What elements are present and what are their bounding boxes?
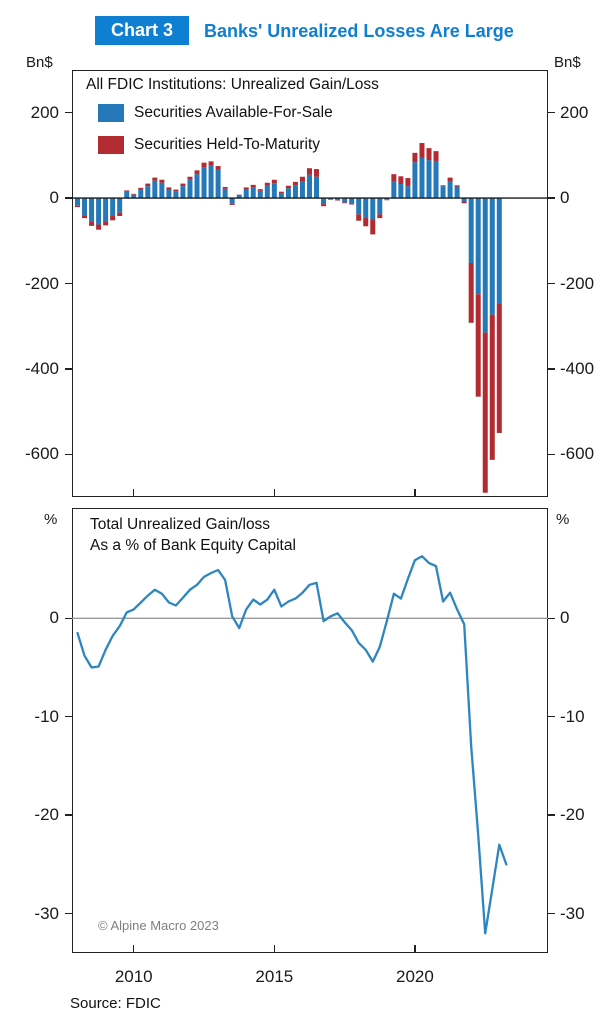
afs-bar [258,191,263,198]
y-tick-label-right: -10 [560,706,585,726]
y-tick-label-right: -200 [560,273,595,293]
afs-bar [300,181,305,198]
y-tick-mark [548,283,555,285]
afs-bar [356,198,361,214]
top-x-tick-mark [274,489,276,496]
afs-bar [469,198,474,263]
afs-bar [265,186,270,198]
htm-bar [173,190,178,192]
afs-bar [455,187,460,199]
y-tick-mark [65,716,72,718]
afs-bar [152,181,157,199]
y-tick-label-right: 0 [560,608,570,628]
bottom-x-tick-mark [414,945,416,952]
afs-bar [363,198,368,217]
htm-bar [455,185,460,186]
top-x-tick-mark [414,489,416,496]
legend-item-afs [98,104,333,122]
y-tick-mark [548,454,555,456]
afs-bar [117,198,122,213]
y-tick-mark [548,814,555,816]
afs-bar [405,186,410,198]
y-tick-label-right: -20 [560,805,585,825]
afs-bar [483,198,488,333]
y-tick-mark [65,454,72,456]
htm-bar [138,188,143,190]
afs-bar [251,187,256,198]
top-bar-chart-svg [72,70,548,497]
htm-bar [412,153,417,162]
afs-bar [244,190,249,199]
afs-bar [391,181,396,198]
htm-bar [223,187,228,189]
gainloss-pct-line [78,556,507,933]
htm-bar [166,187,171,189]
y-tick-mark [65,197,72,199]
afs-bar [145,186,150,198]
y-tick-label-right: -400 [560,358,595,378]
afs-bar [216,170,221,198]
htm-bar [307,168,312,174]
afs-bar [180,186,185,198]
htm-bar [110,216,115,220]
htm-bar [82,215,87,218]
htm-bar [89,222,94,226]
bottom-chart-title [90,514,296,556]
afs-bar [272,183,277,198]
afs-bar [96,198,101,224]
y-tick-mark [65,283,72,285]
legend-item-htm [98,136,320,154]
afs-bar [279,193,284,198]
bottom-x-tick-mark [133,945,135,952]
top-chart-title: All FDIC Institutions: Unrealized Gain/Loss [86,76,379,93]
htm-bar [131,194,136,195]
y-tick-label-right: -600 [560,444,595,464]
htm-bar [419,143,424,158]
htm-bar [272,180,277,183]
afs-bar [398,184,403,198]
htm-legend-swatch [98,136,124,154]
afs-bar [293,185,298,198]
y-tick-label-left: 0 [49,188,59,208]
y-tick-mark [548,913,555,915]
htm-bar [75,206,80,207]
afs-legend-swatch [98,104,124,122]
afs-bar [89,198,94,221]
htm-bar [469,263,474,323]
afs-bar [82,198,87,215]
afs-bar [166,190,171,199]
htm-bar [216,166,221,170]
y-tick-label-left: -600 [24,444,59,464]
afs-bar [173,191,178,198]
htm-bar [187,177,192,180]
afs-bar [187,180,192,198]
htm-bar [356,214,361,220]
afs-bar [370,198,375,219]
htm-bar [145,184,150,187]
afs-bar [286,188,291,198]
y-tick-mark [548,197,555,199]
y-tick-mark [548,112,555,114]
afs-bar [490,198,495,315]
afs-bar [307,175,312,198]
y-tick-label-right: 200 [560,102,589,122]
htm-bar [349,203,354,204]
htm-bar [202,163,207,168]
y-tick-label-left: -200 [24,273,59,293]
htm-bar [370,219,375,234]
htm-bar [152,178,157,181]
afs-bar [124,192,129,198]
afs-bar [448,182,453,198]
top-x-tick-mark [133,489,135,496]
afs-bar [412,162,417,198]
afs-bar [321,198,326,204]
htm-bar [462,202,467,204]
htm-bar [230,203,235,205]
y-tick-label-left: -20 [34,805,59,825]
htm-bar [180,184,185,187]
htm-bar [237,195,242,196]
htm-bar [434,151,439,161]
y-tick-label-right: 0 [560,188,570,208]
y-tick-mark [548,368,555,370]
htm-bar [483,333,488,493]
htm-bar [293,182,298,185]
htm-bar [497,304,502,433]
y-tick-mark [548,618,555,620]
bottom-chart-title-line2: As a % of Bank Equity Capital [90,537,296,554]
htm-bar [124,190,129,191]
htm-bar [251,185,256,188]
afs-bar [195,174,200,198]
htm-bar [244,187,249,189]
y-tick-mark [65,913,72,915]
afs-bar [377,198,382,214]
afs-bar [138,190,143,199]
y-tick-label-right: -30 [560,903,585,923]
htm-bar [265,183,270,186]
htm-bar [427,148,432,160]
y-tick-mark [65,618,72,620]
chart-main-title: Banks' Unrealized Losses Are Large [204,21,514,41]
htm-bar [279,192,284,193]
y-tick-label-left: -400 [24,358,59,378]
htm-bar [321,204,326,206]
htm-bar [377,214,382,218]
x-tick-label: 2010 [114,967,153,986]
afs-bar [349,198,354,203]
afs-bar [110,198,115,216]
htm-bar [286,186,291,189]
afs-bar [419,158,424,198]
bottom-unit-right: % [556,511,570,528]
htm-bar [195,170,200,174]
afs-bar [159,183,164,198]
afs-bar [497,198,502,304]
htm-bar [96,225,101,230]
y-tick-mark [65,368,72,370]
afs-bar [202,167,207,198]
htm-bar [363,217,368,226]
htm-bar [117,213,122,216]
htm-bar [314,169,319,177]
y-tick-label-left: 200 [30,102,59,122]
bottom-x-tick-mark [274,945,276,952]
htm-bar [405,178,410,186]
afs-legend-label: Securities Available-For-Sale [134,104,333,121]
htm-bar [441,185,446,186]
htm-bar [342,202,347,203]
bottom-chart-title-line1: Total Unrealized Gain/loss [90,516,271,533]
y-tick-label-left: -10 [34,706,59,726]
source-note: Source: FDIC [70,995,161,1012]
afs-bar [223,189,228,198]
afs-bar [434,161,439,198]
chart-number-badge: Chart 3 [95,16,189,45]
y-tick-label-left: -30 [34,903,59,923]
top-unit-right: Bn$ [554,54,581,71]
htm-legend-label: Securities Held-To-Maturity [134,136,321,153]
afs-bar [209,166,214,198]
afs-bar [103,198,108,221]
y-tick-label-left: 0 [49,608,59,628]
htm-bar [448,178,453,182]
x-tick-label: 2015 [255,967,294,986]
bottom-unit-left: % [44,511,58,528]
htm-bar [490,315,495,460]
afs-bar [314,177,319,198]
htm-bar [258,189,263,191]
y-tick-mark [548,716,555,718]
htm-bar [159,180,164,183]
afs-bar [476,198,481,294]
afs-bar [75,198,80,206]
copyright-note: © Alpine Macro 2023 [98,918,219,933]
htm-bar [103,222,108,226]
y-tick-mark [65,814,72,816]
x-tick-label: 2020 [396,967,434,986]
top-unit-left: Bn$ [26,54,53,71]
htm-bar [391,174,396,181]
htm-bar [398,176,403,184]
afs-bar [427,160,432,198]
afs-bar [441,186,446,198]
htm-bar [300,177,305,181]
y-tick-mark [65,112,72,114]
afs-bar [230,198,235,203]
bottom-line-chart-svg [72,508,548,953]
htm-bar [209,161,214,165]
htm-bar [476,294,481,396]
